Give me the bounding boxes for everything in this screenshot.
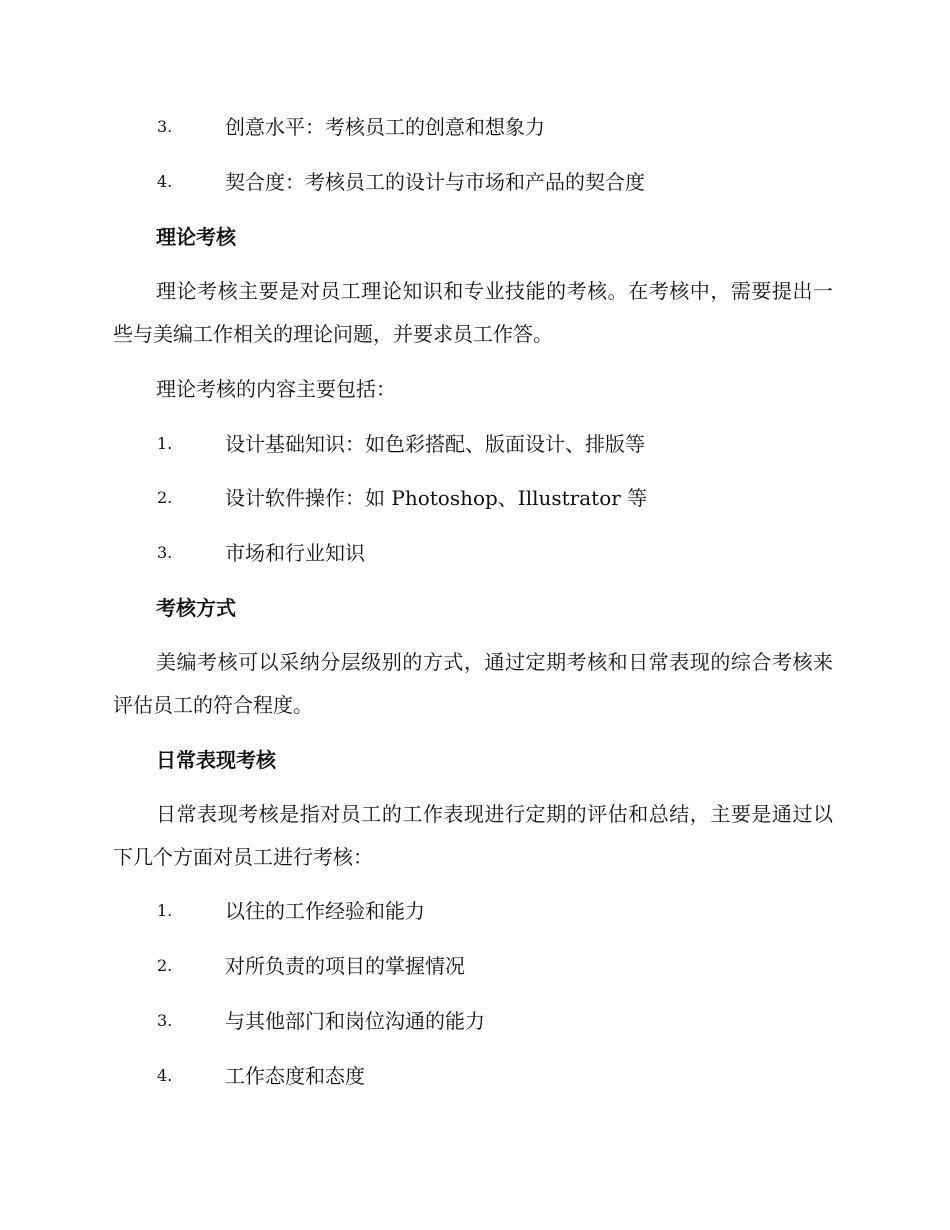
list-number: 4. (157, 1066, 173, 1085)
section-heading-daily: 日常表现考核 (156, 748, 276, 772)
paragraph-theory-intro: 理论考核的内容主要包括： (156, 377, 396, 401)
list-text: 与其他部门和岗位沟通的能力 (225, 1009, 485, 1033)
list-number: 2. (157, 488, 173, 507)
list-number: 3. (157, 1011, 173, 1030)
list-number: 1. (157, 901, 173, 920)
list-text: 契合度：考核员工的设计与市场和产品的契合度 (225, 170, 645, 194)
list-text: 工作态度和态度 (225, 1064, 365, 1088)
list-number: 1. (157, 434, 173, 453)
list-number: 4. (157, 172, 173, 191)
list-number: 3. (157, 543, 173, 562)
list-text: 以往的工作经验和能力 (225, 899, 425, 923)
paragraph-daily: 日常表现考核是指对员工的工作表现进行定期的评估和总结，主要是通过以下几个方面对员工进行考核： (113, 802, 833, 869)
paragraph-method: 美编考核可以采纳分层级别的方式，通过定期考核和日常表现的综合考核来评估员工的符合程度。 (113, 650, 833, 717)
list-number: 3. (157, 117, 173, 136)
paragraph-theory: 理论考核主要是对员工理论知识和专业技能的考核。在考核中，需要提出一些与美编工作相关的理论问题，并要求员工作答。 (113, 279, 833, 346)
list-text: 创意水平：考核员工的创意和想象力 (225, 115, 545, 139)
list-number: 2. (157, 956, 173, 975)
list-text: 对所负责的项目的掌握情况 (225, 954, 465, 978)
list-text: 设计基础知识：如色彩搭配、版面设计、排版等 (225, 432, 645, 456)
list-text: 设计软件操作：如 Photoshop、Illustrator 等 (225, 486, 648, 510)
list-text: 市场和行业知识 (225, 541, 365, 565)
section-heading-theory: 理论考核 (156, 225, 236, 249)
section-heading-method: 考核方式 (156, 596, 236, 620)
